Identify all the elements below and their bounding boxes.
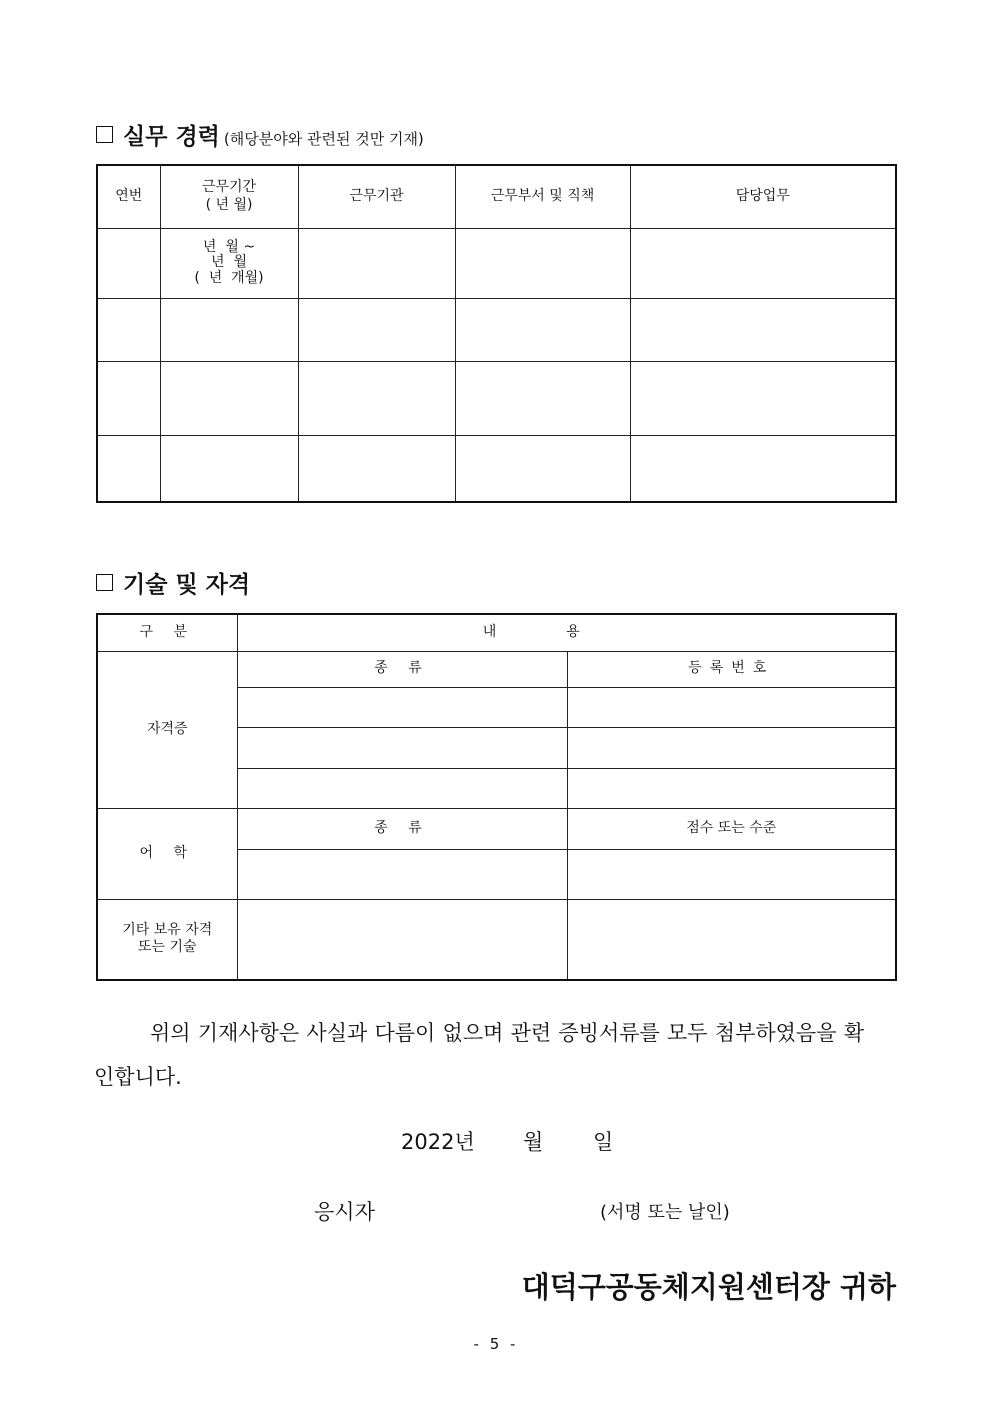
applicant-label: 응시자 xyxy=(314,1200,375,1224)
cell-duty[interactable] xyxy=(630,298,896,361)
cert-number-cell[interactable] xyxy=(567,768,896,808)
cell-org[interactable] xyxy=(298,228,455,298)
lang-header-row xyxy=(97,808,896,849)
cell-dept[interactable] xyxy=(455,298,630,361)
cell-dept[interactable] xyxy=(455,228,630,298)
career-header-row xyxy=(97,165,896,228)
recipient: 대덕구공동체지원센터장 귀하 xyxy=(521,1270,896,1304)
cert-type-cell[interactable] xyxy=(237,687,567,727)
cert-number-cell[interactable] xyxy=(567,727,896,768)
skills-header-row xyxy=(97,614,896,651)
lang-score-header: 점수 또는 수준 xyxy=(567,808,896,849)
other-cell-1[interactable] xyxy=(237,899,567,980)
other-cell-2[interactable] xyxy=(567,899,896,980)
career-heading-text: 실무 경력 xyxy=(123,124,220,150)
cell-dept[interactable] xyxy=(455,361,630,435)
cert-type-cell[interactable] xyxy=(237,727,567,768)
career-table xyxy=(96,164,897,503)
header-dept: 근무부서 및 직책 xyxy=(455,165,630,228)
cell-org[interactable] xyxy=(298,298,455,361)
header-no: 연번 xyxy=(97,165,160,228)
cell-no[interactable] xyxy=(97,298,160,361)
cert-header-row xyxy=(97,651,896,687)
other-row xyxy=(97,899,896,980)
cell-dept[interactable] xyxy=(455,435,630,502)
header-org: 근무기관 xyxy=(298,165,455,228)
date-year: 2022년 xyxy=(401,1130,475,1154)
cert-label: 자격증 xyxy=(97,651,237,808)
header-duty: 담당업무 xyxy=(630,165,896,228)
header-category: 구 분 xyxy=(97,614,237,651)
career-row xyxy=(97,435,896,502)
other-label xyxy=(97,899,237,980)
cell-org[interactable] xyxy=(298,435,455,502)
lang-score-cell[interactable] xyxy=(567,849,896,899)
header-content: 내용 xyxy=(237,614,896,651)
cell-duty[interactable] xyxy=(630,361,896,435)
skills-heading xyxy=(96,566,250,599)
period-line3: ( 년 개월) xyxy=(194,269,264,286)
cert-number-header: 등록번호 xyxy=(567,651,896,687)
cell-period[interactable] xyxy=(160,361,298,435)
lang-label: 어 학 xyxy=(97,808,237,899)
career-heading-note: (해당분야와 관련된 것만 기재) xyxy=(223,130,424,148)
career-row xyxy=(97,361,896,435)
header-period xyxy=(160,165,298,228)
other-label-line1: 기타 보유 자격 xyxy=(122,921,213,938)
cert-type-cell[interactable] xyxy=(237,768,567,808)
cell-no[interactable] xyxy=(97,228,160,298)
checkbox-square-icon xyxy=(96,126,113,143)
career-row xyxy=(97,298,896,361)
career-heading xyxy=(96,118,424,151)
confirmation-statement: 위의 기재사항은 사실과 다름이 없으며 관련 증빙서류를 모두 첨부하였음을 확인합니다. xyxy=(94,1021,864,1089)
cell-no[interactable] xyxy=(97,435,160,502)
period-line1: 년 월 ~ xyxy=(202,238,256,255)
cell-duty[interactable] xyxy=(630,435,896,502)
cert-type-header: 종 류 xyxy=(237,651,567,687)
other-label-line2: 또는 기술 xyxy=(137,939,197,956)
header-period-line1: 근무기간 xyxy=(201,179,257,196)
date-day: 일 xyxy=(593,1130,614,1154)
cell-period[interactable] xyxy=(160,435,298,502)
date-month: 월 xyxy=(523,1130,544,1154)
page-number: - 5 - xyxy=(473,1335,519,1353)
skills-heading-text: 기술 및 자격 xyxy=(123,572,251,598)
cert-number-cell[interactable] xyxy=(567,687,896,727)
skills-table xyxy=(96,613,897,981)
career-row xyxy=(97,228,896,298)
lang-type-cell[interactable] xyxy=(237,849,567,899)
header-period-line2: ( 년 월) xyxy=(205,196,253,213)
lang-type-header: 종 류 xyxy=(237,808,567,849)
period-line2: 년 월 xyxy=(211,254,247,271)
cell-period[interactable] xyxy=(160,228,298,298)
cell-no[interactable] xyxy=(97,361,160,435)
cell-org[interactable] xyxy=(298,361,455,435)
signature-note: (서명 또는 날인) xyxy=(600,1202,730,1223)
cell-period[interactable] xyxy=(160,298,298,361)
checkbox-square-icon xyxy=(96,574,113,591)
cell-duty[interactable] xyxy=(630,228,896,298)
